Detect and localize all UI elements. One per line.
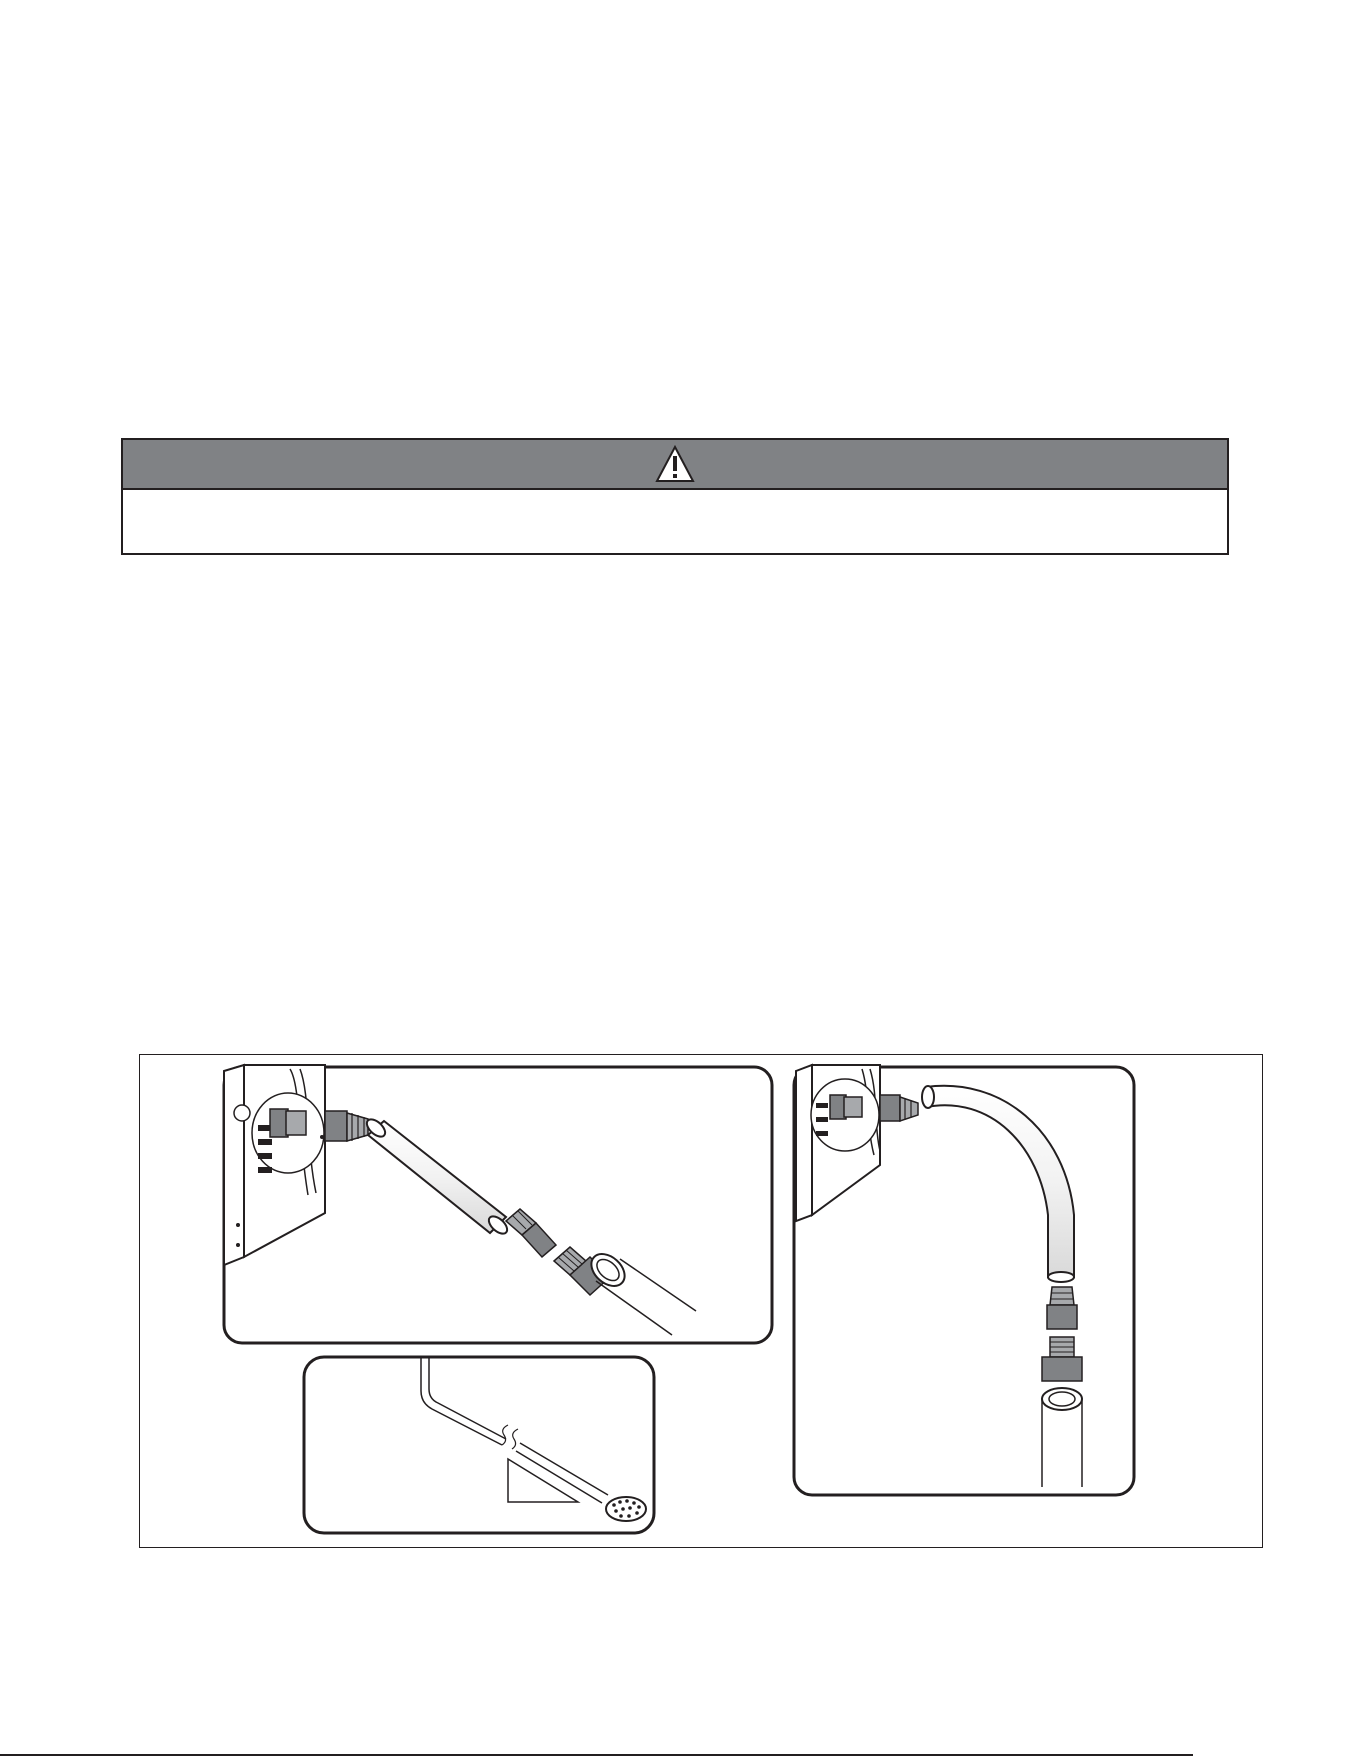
floor-drain-icon <box>606 1497 646 1521</box>
warning-triangle-icon <box>655 445 695 483</box>
panel-elbow-drain-connection <box>794 1065 1134 1495</box>
figure-illustration <box>140 1055 1264 1549</box>
footer-rule <box>0 1754 1193 1756</box>
panel-straight-drain-connection <box>224 1065 772 1343</box>
barbed-adapter <box>1047 1287 1077 1329</box>
warning-header <box>123 440 1227 490</box>
panel-drain-slope-to-floor-drain <box>304 1357 654 1533</box>
warning-body <box>123 490 1227 555</box>
figure-frame <box>139 1054 1263 1548</box>
warning-box <box>121 438 1229 555</box>
